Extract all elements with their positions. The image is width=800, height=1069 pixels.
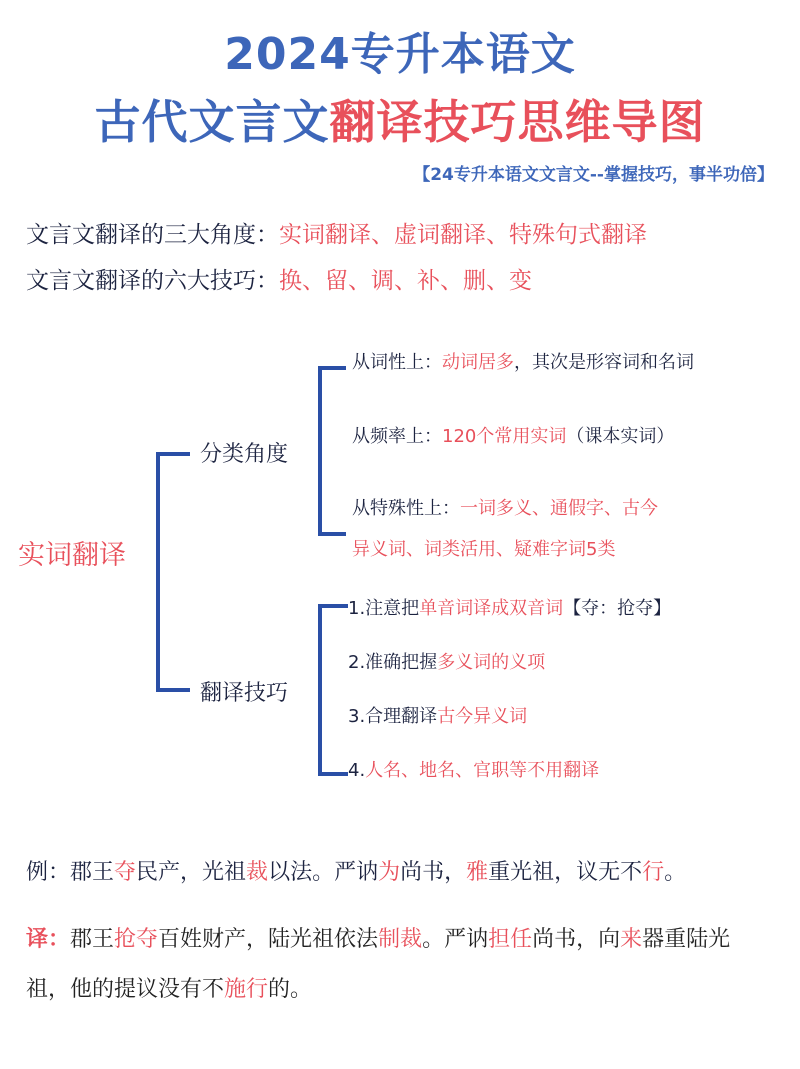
title-part-blue: 古代文言文 xyxy=(94,95,330,149)
leaf-prefix: 2.准确把握 xyxy=(348,652,438,673)
translation-text: 的。 xyxy=(268,977,313,1002)
skill-item-3 xyxy=(348,702,527,728)
branch2-bracket xyxy=(318,604,348,776)
leaf-special xyxy=(352,494,658,520)
leaf-highlight: 120个常用实词 xyxy=(442,426,567,447)
leaf-suffix: （课本实词） xyxy=(566,426,675,447)
example-sentence xyxy=(26,855,686,886)
example-highlight: 裁 xyxy=(246,860,269,885)
leaf-highlight: 一词多义、通假字、古今 xyxy=(460,498,658,519)
example-text: 尚书， xyxy=(400,860,467,885)
three-angles-value: 实词翻译、虚词翻译、特殊句式翻译 xyxy=(279,222,647,248)
translation-text: 郡王 xyxy=(70,927,115,952)
leaf-suffix: 【夺：抢夺】 xyxy=(563,598,672,619)
translation xyxy=(26,915,746,1015)
three-angles-label: 文言文翻译的三大角度： xyxy=(26,222,279,248)
title-part-red: 翻译技巧思维导图 xyxy=(329,95,706,149)
translation-highlight: 抢夺 xyxy=(114,927,159,952)
translation-highlight: 制裁 xyxy=(378,927,423,952)
six-skills-value: 换、留、调、补、删、变 xyxy=(279,268,532,294)
translation-text: 尚书，向 xyxy=(532,927,621,952)
leaf-prefix: 4. xyxy=(348,760,366,781)
translation-text: 百姓财产，陆光祖依法 xyxy=(158,927,379,952)
example-text: 重光祖，议无不 xyxy=(488,860,643,885)
mindmap-root: 实词翻译 xyxy=(18,540,126,571)
leaf-highlight: 古今异义词 xyxy=(437,706,528,727)
six-skills-label: 文言文翻译的六大技巧： xyxy=(26,268,279,294)
leaf-frequency xyxy=(352,422,674,448)
example-highlight: 行 xyxy=(642,860,665,885)
leaf-prefix: 从词性上： xyxy=(352,352,442,373)
branch-translation-skills: 翻译技巧 xyxy=(200,681,289,706)
translation-highlight: 担任 xyxy=(488,927,533,952)
translation-highlight: 来 xyxy=(620,927,643,952)
leaf-highlight: 单音词译成双音词 xyxy=(419,598,564,619)
translation-text: 器重陆光祖，他的提议没有不 xyxy=(26,927,731,1002)
leaf-highlight: 人名、地名、官职等不用翻译 xyxy=(365,760,600,781)
leaf-prefix: 从频率上： xyxy=(352,426,442,447)
example-highlight: 雅 xyxy=(466,860,489,885)
leaf-highlight: 多义词的义项 xyxy=(437,652,546,673)
title-line-1: 2024专升本语文 xyxy=(224,29,576,80)
leaf-suffix: ，其次是形容词和名词 xyxy=(514,352,694,373)
three-angles-line xyxy=(26,216,647,249)
example-text: 以法。严讷 xyxy=(268,860,379,885)
leaf-prefix: 3.合理翻译 xyxy=(348,706,438,727)
example-text: 民产，光祖 xyxy=(136,860,247,885)
leaf-part-of-speech xyxy=(352,348,694,374)
six-skills-line xyxy=(26,262,532,295)
leaf-special-continued: 异义词、词类活用、疑难字词5类 xyxy=(352,539,616,560)
skill-item-2 xyxy=(348,648,545,674)
branch-classification: 分类角度 xyxy=(200,442,289,467)
leaf-highlight: 动词居多 xyxy=(442,352,514,373)
title-line-2 xyxy=(0,86,800,152)
subtitle: 【24专升本语文文言文--掌握技巧，事半功倍】 xyxy=(413,165,774,185)
skill-item-1 xyxy=(348,594,671,620)
translation-highlight: 施行 xyxy=(224,977,269,1002)
example-text: 。 xyxy=(664,860,687,885)
skill-item-4 xyxy=(348,756,599,782)
example-text: 例：郡王 xyxy=(26,860,115,885)
example-highlight: 为 xyxy=(378,860,401,885)
branch1-bracket xyxy=(318,366,346,536)
translation-text: 。严讷 xyxy=(422,927,489,952)
leaf-prefix: 从特殊性上： xyxy=(352,498,460,519)
example-highlight: 夺 xyxy=(114,860,137,885)
leaf-prefix: 1.注意把 xyxy=(348,598,420,619)
root-bracket xyxy=(156,452,190,692)
translation-label: 译： xyxy=(26,927,71,952)
